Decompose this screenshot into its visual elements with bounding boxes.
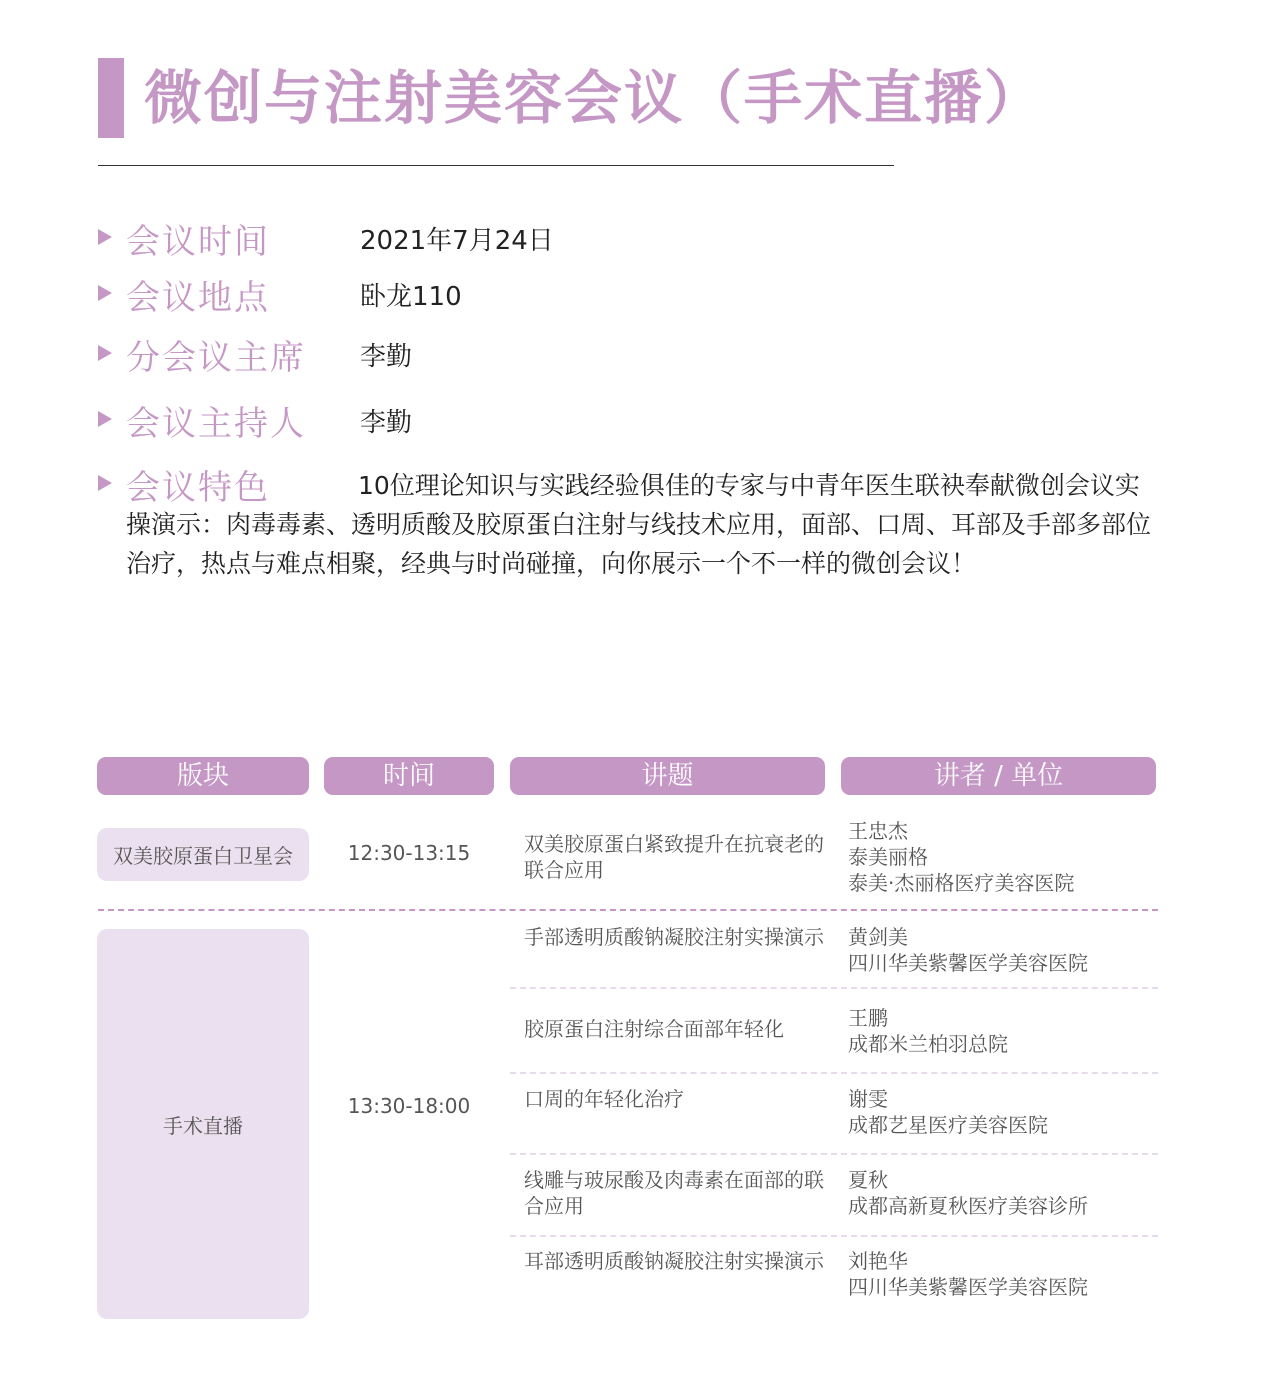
info-label: 会议地点: [126, 278, 270, 318]
talk-topic: 线雕与玻尿酸及肉毒素在面部的联合应用: [524, 1168, 824, 1218]
session-time: 12:30-13:15: [347, 841, 471, 865]
triangle-bullet-icon: [98, 345, 112, 361]
speaker-name: 黄剑美: [848, 925, 908, 949]
talk-speaker: [848, 818, 1148, 896]
talk-speaker: [848, 1086, 1148, 1138]
info-label: 会议主持人: [126, 404, 306, 444]
info-value: 李勤: [360, 342, 413, 372]
info-value: 李勤: [360, 408, 413, 438]
info-label: 会议特色: [126, 468, 270, 508]
header-time: 时间: [324, 757, 494, 795]
row-divider: [510, 1153, 1158, 1155]
talk-topic: 耳部透明质酸钠凝胶注射实操演示: [524, 1249, 824, 1273]
talk-speaker: [848, 1248, 1148, 1300]
speaker-org: 成都艺星医疗美容医院: [848, 1113, 1048, 1137]
speaker-org: 四川华美紫馨医学美容医院: [848, 951, 1088, 975]
info-label: 会议时间: [126, 222, 270, 262]
talk-speaker: [848, 1167, 1148, 1219]
speaker-hospital: 泰美·杰丽格医疗美容医院: [848, 871, 1075, 895]
talk-speaker: [848, 1005, 1148, 1057]
info-value: 2021年7月24日: [360, 226, 554, 256]
talk-topic: 手部透明质酸钠凝胶注射实操演示: [524, 925, 824, 949]
header-block: 版块: [97, 757, 309, 795]
speaker-name: 刘艳华: [848, 1249, 908, 1273]
title-underline: [98, 165, 894, 166]
session-time: 13:30-18:00: [347, 1094, 471, 1118]
title-accent-bar: [98, 58, 124, 138]
info-value: 卧龙110: [360, 282, 462, 312]
row-divider: [510, 1235, 1158, 1237]
speaker-org: 四川华美紫馨医学美容医院: [848, 1275, 1088, 1299]
talk-speaker: [848, 924, 1148, 976]
triangle-bullet-icon: [98, 285, 112, 301]
triangle-bullet-icon: [98, 411, 112, 427]
triangle-bullet-icon: [98, 475, 112, 491]
triangle-bullet-icon: [98, 229, 112, 245]
page-title: 微创与注射美容会议（手术直播）: [144, 64, 1045, 132]
session-block-tag: 手术直播: [97, 929, 309, 1319]
header-topic: 讲题: [510, 757, 825, 795]
row-divider: [510, 1072, 1158, 1074]
row-divider: [510, 987, 1158, 989]
info-label: 分会议主席: [126, 338, 306, 378]
speaker-name: 谢雯: [848, 1087, 888, 1111]
feature-description: 10位理论知识与实践经验俱佳的专家与中青年医生联袂奉献微创会议实操演示：肉毒毒素、透明质酸及胶原蛋白注射与线技术应用，面部、口周、耳部及手部多部位治疗，热点与难点相聚，经典与时尚碰撞，向你展示一个不一样的微创会议！: [126, 471, 1152, 578]
speaker-org: 成都高新夏秋医疗美容诊所: [848, 1194, 1088, 1218]
talk-topic: 口周的年轻化治疗: [524, 1087, 684, 1111]
speaker-name: 王忠杰: [848, 819, 908, 843]
speaker-org: 成都米兰柏羽总院: [848, 1032, 1008, 1056]
speaker-name: 夏秋: [848, 1168, 888, 1192]
session-divider: [98, 909, 1158, 911]
talk-topic: 胶原蛋白注射综合面部年轻化: [524, 1017, 784, 1041]
speaker-name: 王鹏: [848, 1006, 888, 1030]
speaker-org: 泰美丽格: [848, 845, 928, 869]
session-block-tag: 双美胶原蛋白卫星会: [97, 828, 309, 881]
header-speaker: 讲者 / 单位: [841, 757, 1156, 795]
talk-topic: 双美胶原蛋白紧致提升在抗衰老的联合应用: [524, 832, 824, 882]
